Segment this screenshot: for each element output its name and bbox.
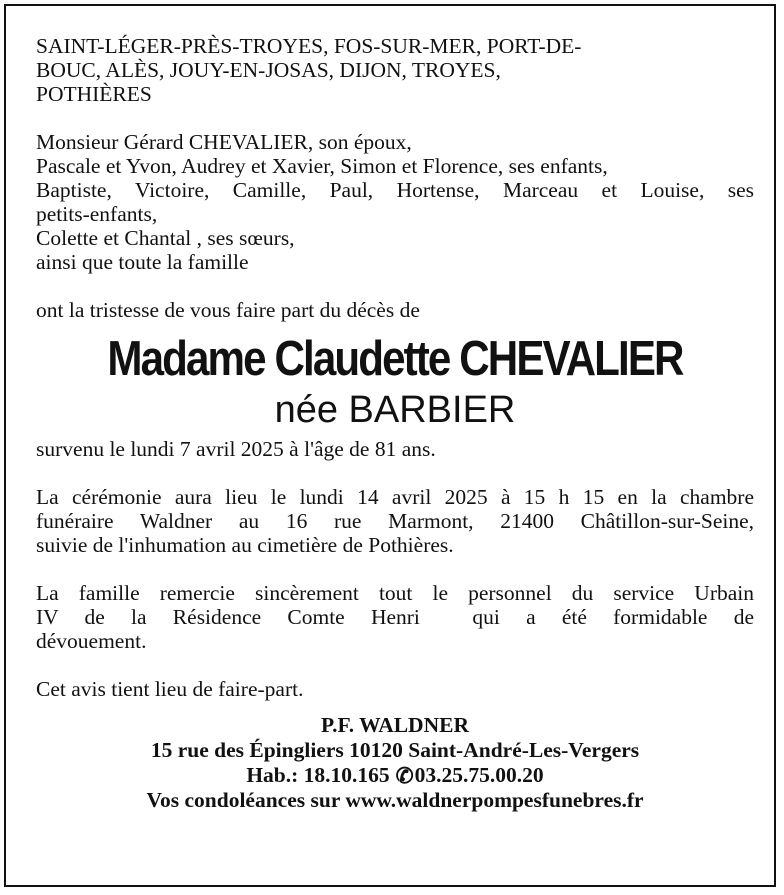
thanks-line-2: IV de la Résidence Comte Henri qui a été formidable de: [36, 605, 754, 629]
deceased-heading: [36, 333, 754, 434]
places-header: [36, 34, 754, 106]
thanks-line-3: dévouement.: [36, 629, 147, 653]
funeral-home-footer: [36, 713, 754, 813]
announcement-text: ont la tristesse de vous faire part du décès de: [36, 298, 420, 322]
family-members: [36, 130, 754, 274]
ceremony-line-1: La cérémonie aura lieu le lundi 14 avril 2025 à 15 h 15 en la chambre: [36, 485, 754, 509]
family-line-4: petits-enfants,: [36, 202, 158, 226]
closing-note: Cet avis tient lieu de faire-part.: [36, 677, 304, 701]
notice-content: [36, 34, 754, 813]
places-line-2: BOUC, ALÈS, JOUY-EN-JOSAS, DIJON, TROYES,: [36, 58, 501, 82]
family-line-3: Baptiste, Victoire, Camille, Paul, Hortense, Marceau et Louise, ses: [36, 178, 754, 202]
deceased-name: Madame Claudette CHEVALIER: [107, 332, 683, 386]
family-line-2: Pascale et Yvon, Audrey et Xavier, Simon et Florence, ses enfants,: [36, 154, 608, 178]
birth-name: née BARBIER: [274, 389, 516, 431]
funeral-home-name: P.F. WALDNER: [321, 713, 469, 737]
family-line-1: Monsieur Gérard CHEVALIER, son époux,: [36, 130, 412, 154]
license-number: Hab.: 18.10.165: [246, 763, 390, 787]
phone-icon: ✆: [395, 764, 414, 788]
obituary-notice: [4, 4, 776, 887]
places-line-3: POTHIÈRES: [36, 82, 152, 106]
death-details: survenu le lundi 7 avril 2025 à l'âge de 81 ans.: [36, 437, 436, 461]
funeral-home-contact: [36, 763, 754, 788]
family-line-5: Colette et Chantal , ses sœurs,: [36, 226, 295, 250]
ceremony-details: [36, 485, 754, 557]
thanks-line-1: La famille remercie sincèrement tout le personnel du service Urbain: [36, 581, 754, 605]
ceremony-line-2: funéraire Waldner au 16 rue Marmont, 21400 Châtillon-sur-Seine,: [36, 509, 754, 533]
family-line-6: ainsi que toute la famille: [36, 250, 249, 274]
thanks-message: [36, 581, 754, 653]
funeral-home-address: 15 rue des Épingliers 10120 Saint-André-Les-Vergers: [150, 738, 640, 762]
ceremony-line-3: suivie de l'inhumation au cimetière de Pothières.: [36, 533, 454, 557]
places-line-1: SAINT-LÉGER-PRÈS-TROYES, FOS-SUR-MER, PORT-DE-: [36, 34, 582, 58]
condolences-link: Vos condoléances sur www.waldnerpompesfunebres.fr: [146, 788, 644, 812]
phone-number: 03.25.75.00.20: [414, 763, 544, 787]
